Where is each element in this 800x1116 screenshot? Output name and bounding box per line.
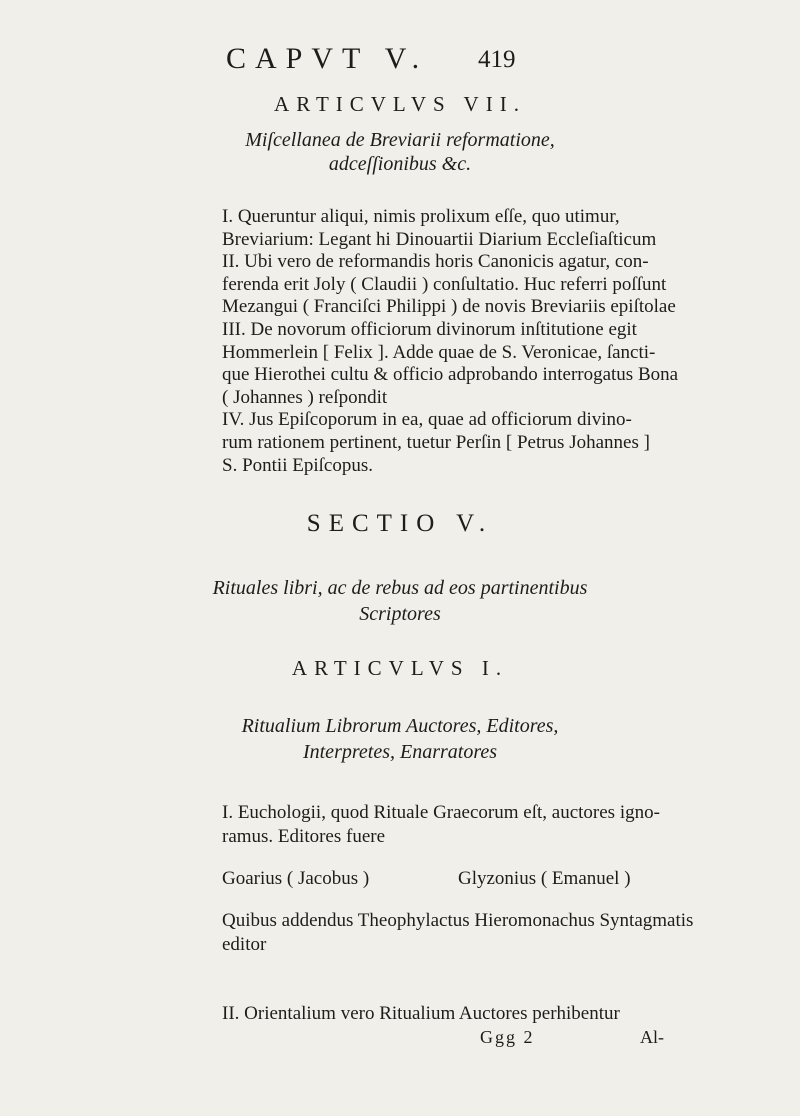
article-subtitle-line-2: Interpretes, Enarratores bbox=[302, 741, 498, 763]
editor-entry: Glyzonius ( Emanuel ) bbox=[458, 868, 631, 889]
paragraph-line: I. Euchologii, quod Rituale Graecorum eſt, auctores igno- bbox=[222, 802, 660, 823]
running-head: CAPVT V. bbox=[226, 42, 429, 75]
section-subtitle-line-2: Scriptores bbox=[359, 603, 441, 625]
article-subtitle-line-2: adceſſionibus &c. bbox=[328, 153, 472, 175]
paragraph-line: editor bbox=[222, 934, 267, 955]
body-line: IV. Jus Epiſcoporum in ea, quae ad officiorum divino- bbox=[222, 409, 632, 431]
section-heading: SECTIO V. bbox=[306, 510, 494, 537]
signature-mark: Ggg 2 bbox=[480, 1027, 535, 1047]
body-line: II. Ubi vero de reformandis horis Canonicis agatur, con- bbox=[222, 251, 649, 273]
editor-entry: Goarius ( Jacobus ) bbox=[222, 868, 370, 889]
body-line: Breviarium: Legant hi Dinouartii Diarium Eccleſiaſticum bbox=[222, 228, 657, 250]
article-heading: ARTICVLVS VII. bbox=[274, 92, 526, 116]
body-line: que Hierothei cultu & officio adprobando interrogatus Bona bbox=[222, 364, 679, 386]
body-line: ferenda erit Joly ( Claudii ) conſultatio. Huc referri poſſunt bbox=[222, 273, 667, 295]
paragraph-line: Quibus addendus Theophylactus Hieromonachus Syntagmatis bbox=[222, 910, 694, 931]
body-line: S. Pontii Epiſcopus. bbox=[222, 454, 373, 476]
section-subtitle-line-1: Rituales libri, ac de rebus ad eos partinentibus bbox=[212, 577, 588, 599]
body-line: rum rationem pertinent, tuetur Perſin [ Petrus Johannes ] bbox=[222, 431, 650, 453]
catchword: Al- bbox=[640, 1027, 664, 1047]
paragraph-line: ramus. Editores fuere bbox=[222, 826, 386, 847]
body-line: Mezangui ( Franciſci Philippi ) de novis Breviariis epiſtolae bbox=[222, 296, 676, 318]
paragraph-line: II. Orientalium vero Ritualium Auctores perhibentur bbox=[222, 1003, 620, 1024]
page-number: 419 bbox=[478, 46, 516, 73]
article-heading: ARTICVLVS I. bbox=[291, 656, 509, 680]
body-line: ( Johannes ) reſpondit bbox=[222, 386, 388, 408]
article-subtitle-line-1: Ritualium Librorum Auctores, Editores, bbox=[241, 715, 559, 737]
article-body bbox=[222, 206, 742, 477]
article-subtitle-line-1: Miſcellanea de Breviarii reformatione, bbox=[245, 129, 555, 151]
page-header bbox=[0, 42, 800, 82]
body-line: I. Queruntur aliqui, nimis prolixum eſſe, quo utimur, bbox=[222, 206, 620, 227]
body-line: III. De novorum officiorum divinorum inſtitutione egit bbox=[222, 318, 637, 340]
body-line: Hommerlein [ Felix ]. Adde quae de S. Veronicae, ſancti- bbox=[222, 341, 656, 363]
